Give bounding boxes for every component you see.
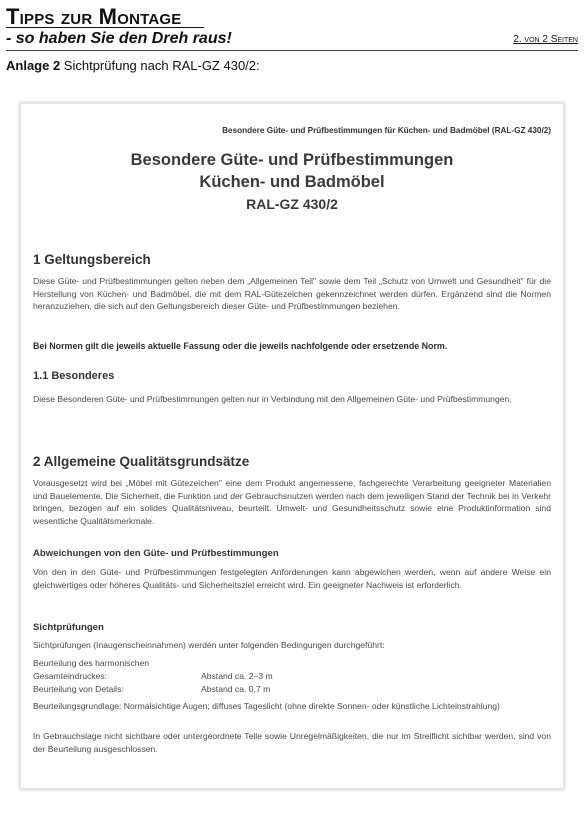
page-subtitle: - so haben Sie den Dreh raus! [6,30,232,47]
document-title-line2: Küchen- und Badmöbel [199,173,385,191]
attachment-label-text: Sichtprüfung nach RAL-GZ 430/2: [60,58,260,73]
inspection-row-2-value: Abstand ca. 2–3 m [201,671,273,681]
inspection-row-3-label: Beurteilung von Details: [33,684,124,694]
deviations-text: Von den in den Güte- und Prüfbestimmungen festgelegten Anforderungen kann abgewichen werden, wenn auf andere Weise ein gleichwertiges oder höheres Qualitäts- und Sicherheitsziel erreicht wird. Ein geeigneter Nachweis ist erforderlich. [33,567,551,590]
inspection-row-1-label: Beurteilung des harmonischen [33,658,150,668]
visual-inspection-intro: Sichtprüfungen (Inaugenscheinnahmen) werden unter folgenden Bedingungen durchgeführt: [33,640,385,650]
header-divider [6,50,578,51]
section-1-norm-note: Bei Normen gilt die jeweils aktuelle Fassung oder die jeweils nachfolgende oder ersetzende Norm. [33,341,448,351]
section-1-1-text: Diese Besonderen Güte- und Prüfbestimmungen gelten nur in Verbindung mit den Allgemeinen Güte- und Prüfbestimmungen. [33,394,512,404]
deviations-heading: Abweichungen von den Güte- und Prüfbestimmungen [33,548,279,559]
section-1-1-heading: 1.1 Besonderes [33,370,115,382]
inspection-row-2 [33,670,273,682]
embedded-document [20,103,564,789]
document-reference: Besondere Güte- und Prüfbestimmungen für Küchen- und Badmöbel (RAL-GZ 430/2) [222,126,551,135]
attachment-label [6,58,260,73]
inspection-row-3-value: Abstand ca. 0,7 m [201,684,271,694]
page-title: Tipps zur Montage [6,4,182,29]
inspection-row-1 [33,657,149,669]
title-underline [6,27,204,28]
document-title-line1: Besondere Güte- und Prüfbestimmungen [130,151,454,169]
exclusion-note: In Gebrauchslage nicht sichtbare oder untergeordnete Teile sowie Unregelmäßigkeiten, die nur im Streiflicht sichtbar werden, sind von der Beurteilung ausgeschlossen. [33,731,551,754]
assessment-basis: Beurteilungsgrundlage: Normalsichtige Augen; diffuses Tageslicht (ohne direkte Sonnen- oder künstliche Lichteinstrahlung) [33,701,500,711]
section-2-heading: 2 Allgemeine Qualitätsgrundsätze [33,454,250,469]
document-title [33,149,551,215]
document-title-line3: RAL-GZ 430/2 [246,196,338,212]
inspection-row-2-label: Gesamteindruckes: [33,671,108,681]
inspection-row-3 [33,683,271,695]
section-1-text: Diese Güte- und Prüfbestimmungen gelten neben dem „Allgemeinen Teil" sowie dem Teil „Schutz von Umwelt und Gesundheit" für die Herstellung von Küchen- und Badmöbel, die mit dem RAL-Gütezeichen gekennzeichnet werden dürfen. Ergänzend sind die Normen heranzuziehen, die sich auf den Geltungsbereich dieser Güte- und Prüfbestimmungen beziehen. [33,276,551,311]
visual-inspection-heading: Sichtprüfungen [33,622,104,633]
page-indicator: 2. von 2 Seiten [513,34,578,45]
section-2-text: Vorausgesetzt wird bei „Möbel mit Gütezeichen" eine dem Produkt angemessene, fachgerechte Verarbeitung geeigneter Materialien und Bauelemente. Die Sicherheit, die Funktion und der Gebrauchsnutzen werden nach dem jeweiligen Stand der Technik bei in Verkehr bringen, bezogen auf ein solides Qualitätsniveau, beurteilt. Umwelt- und Gesundheitsschutz sowie eine Produktinformation sind wesentliche Qualitätsmerkmale. [33,478,551,526]
attachment-label-bold: Anlage 2 [6,58,61,73]
section-1-heading: 1 Geltungsbereich [33,252,151,267]
